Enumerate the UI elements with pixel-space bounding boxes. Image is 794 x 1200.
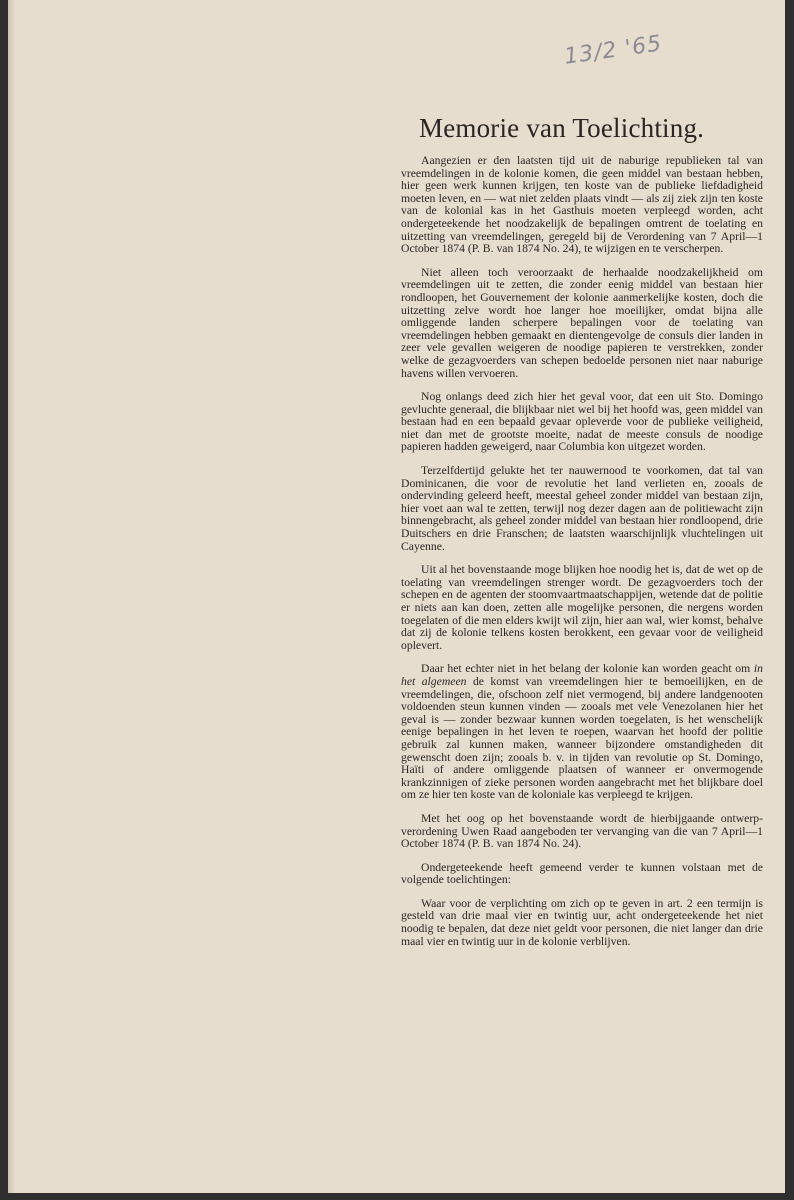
- paragraph-3: Nog onlangs deed zich hier het geval voor, dat een uit Sto. Domingo gevluchte generaal, die blijkbaar niet wel bij het hoofd was, geen middel van bestaan had en een bepaald gevaar opleverde voor de publieke veiligheid, niet dan met de grootste moeite, nadat de meeste consuls de noodige papieren hadden geweigerd, naar Columbia kon uitgezet worden.: [401, 390, 763, 454]
- paragraph-6-before: Daar het echter niet in het belang der kolonie kan worden geacht om: [421, 662, 754, 676]
- paragraph-8: Ondergeteekende heeft gemeend verder te kunnen volstaan met de volgende toelichtingen:: [401, 860, 763, 887]
- document-page: [8, 0, 785, 1193]
- paragraph-6-emphasis: in het algemeen: [401, 662, 763, 688]
- paragraph-2: Niet alleen toch veroorzaakt de herhaalde noodzakelijkheid om vreemdelingen uit te zetten, die zonder eenig middel van bestaan hier rondloopen, het Gouvernement der kolonie aanmerkelijke kosten, doch die uitzetting zelve wordt hoe langer hoe moeilijker, omdat bijna alle omliggende landen scherpere bepalingen voor de toelating van vreemdelingen hebben gemaakt en dientengevolge de consuls dier landen in zeer vele gevallen weigeren de noodige papieren te verstrekken, zonder welke de gezagvoerders van schepen bedoelde personen niet naar naburige havens willen vervoeren.: [401, 265, 763, 380]
- page-title: Memorie van Toelichting.: [419, 113, 705, 143]
- paragraph-9: Waar voor de verplichting om zich op te geven in art. 2 een termijn is gesteld van drie maal vier en twintig uur, acht ondergeteekende het niet noodig te bepalen, dat deze niet geldt voor personen, die niet langer dan drie maal vier en twintig uur in de kolonie verblijven.: [401, 896, 763, 948]
- document-body: [401, 155, 763, 959]
- paragraph-6-after: de komst van vreemdelingen hier te bemoeilijken, en de vreemdelingen, die, ofschoon zelf niet vermogend, bij andere landgenooten voldoenden steun kunnen vinden — zooals met vele Venezolanen hier het geval is — zonder bezwaar kunnen worden toegelaten, is het wenschelijk eenige bepalingen in het leven te roepen, waarvan het hoofd der politie gebruik zal kunnen maken, wanneer bijzondere omstandigheden dit gewenscht doen zijn; zooals b. v. in tijden van revolutie op St. Domingo, Haïti of andere omliggende plaatsen of wanneer er onvermogende krankzinnigen of zieke personen worden aangebracht met het blijkbare doel om ze hier ten koste van de koloniale kas verpleegd te krijgen.: [401, 674, 763, 802]
- paragraph-6: [401, 663, 763, 802]
- paragraph-4: Terzelfdertijd gelukte het ter nauwernood te voorkomen, dat tal van Dominicanen, die voor de revolutie het land verlieten en, zooals de ondervinding geleerd heeft, meestal geheel zonder middel van bestaan zijn, hier voet aan wal te zetten, terwijl nog dezer dagen aan de politiewacht zijn binnengebracht, als geheel zonder middel van bestaan hier rondloopend, drie Duitschers en drie Franschen; de laatsten waarschijnlijk vluchtelingen uit Cayenne.: [401, 464, 763, 553]
- paragraph-5: Uit al het bovenstaande moge blijken hoe noodig het is, dat de wet op de toelating van vreemdelingen strenger wordt. De gezagvoerders toch der schepen en de agenten der stoomvaartmaatschappijen, wetende dat de politie er niets aan kan doen, zetten alle mogelijke personen, die nergens worden toegelaten of die men elders kwijt wil zijn, hier aan wal, wier komst, behalve dat zij de kolonie telkens kosten berokkent, een gevaar voor de veiligheid oplevert.: [401, 563, 763, 652]
- page-edge-shadow: [9, 0, 15, 1193]
- paragraph-1: Aangezien er den laatsten tijd uit de naburige republieken tal van vreemdelingen in de kolonie komen, die geen middel van bestaan hebben, hier geen werk kunnen krijgen, ten koste van de publieke liefdadigheid moeten leven, en — wat niet zelden plaats vindt — als zij ziek zijn ten koste van de kolonial kas in het Gasthuis moeten verpleegd worden, acht ondergeteekende het noodzakelijk de bepalingen omtrent de toelating en uitzetting van vreemdelingen, geregeld bij de Verordening van 7 April—1 October 1874 (P. B. van 1874 No. 24), te wijzigen en te verscherpen.: [401, 154, 763, 256]
- handwritten-note: 13/2 '65: [562, 31, 664, 70]
- paragraph-7: Met het oog op het bovenstaande wordt de hierbijgaande ontwerp-verordening Uwen Raad aangeboden ter vervanging van die van 7 April—1 October 1874 (P. B. van 1874 No. 24).: [401, 811, 763, 851]
